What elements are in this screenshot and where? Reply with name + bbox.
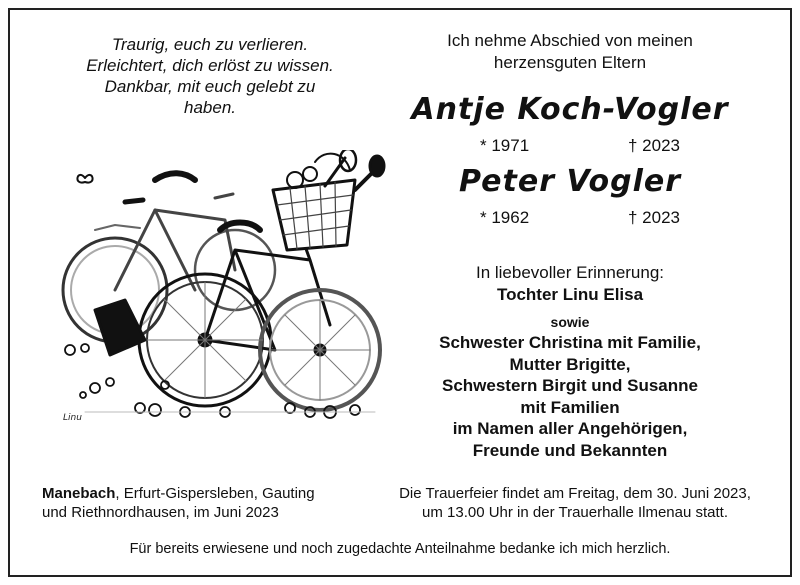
- quote-line: Dankbar, mit euch gelebt zu: [104, 77, 316, 96]
- family-list: [380, 332, 760, 461]
- family-line: Schwester Christina mit Familie,: [439, 333, 701, 352]
- intro-line: herzensguten Eltern: [493, 53, 647, 72]
- intro-line: Ich nehme Abschied von meinen: [447, 31, 693, 50]
- place-line: [42, 484, 372, 522]
- conjunction: sowie: [550, 314, 590, 330]
- place-rest: , Erfurt-Gispersleben, Gauting: [115, 485, 315, 502]
- birth-year: * 1962: [480, 208, 530, 227]
- deceased-dates-1: [480, 136, 680, 156]
- family-line: mit Familien: [520, 397, 620, 417]
- daughter-name: Tochter Linu Elisa: [496, 285, 644, 304]
- family-line: Freunde und Bekannten: [472, 440, 668, 460]
- thanks-line: Für bereits erwiesene und noch zugedachte Anteilnahme bedanke ich mich herzlich.: [129, 541, 671, 557]
- birth-year: * 1971: [480, 136, 530, 155]
- deceased-name-1: Antje Koch-Vogler: [411, 92, 729, 127]
- memory-line: In liebevoller Erinnerung:: [475, 263, 665, 282]
- signature: Linu: [63, 413, 82, 423]
- quote-line: Traurig, euch zu verlieren.: [111, 35, 309, 54]
- quote: [50, 34, 370, 118]
- place-line-2: und Riethnordhausen, im Juni 2023: [42, 504, 279, 521]
- death-year: † 2023: [628, 208, 680, 227]
- quote-line: haben.: [184, 98, 236, 117]
- service-line: um 13.00 Uhr in der Trauerhalle Ilmenau statt.: [422, 504, 728, 521]
- bicycles-illustration-icon: [55, 150, 390, 425]
- memory-block: [390, 262, 750, 306]
- family-line: im Namen aller Angehörigen,: [452, 419, 688, 438]
- death-year: † 2023: [628, 136, 680, 155]
- family-line: Schwestern Birgit und Susanne: [442, 376, 698, 395]
- service-line: Die Trauerfeier findet am Freitag, dem 30. Juni 2023,: [399, 485, 751, 502]
- deceased-name-2: Peter Vogler: [459, 164, 681, 199]
- intro-text: [400, 30, 740, 74]
- family-line: Mutter Brigitte,: [509, 354, 631, 374]
- quote-line: Erleichtert, dich erlöst zu wissen.: [86, 56, 334, 75]
- deceased-dates-2: [480, 208, 680, 228]
- funeral-service-info: [375, 484, 775, 522]
- place-main: Manebach: [42, 485, 116, 502]
